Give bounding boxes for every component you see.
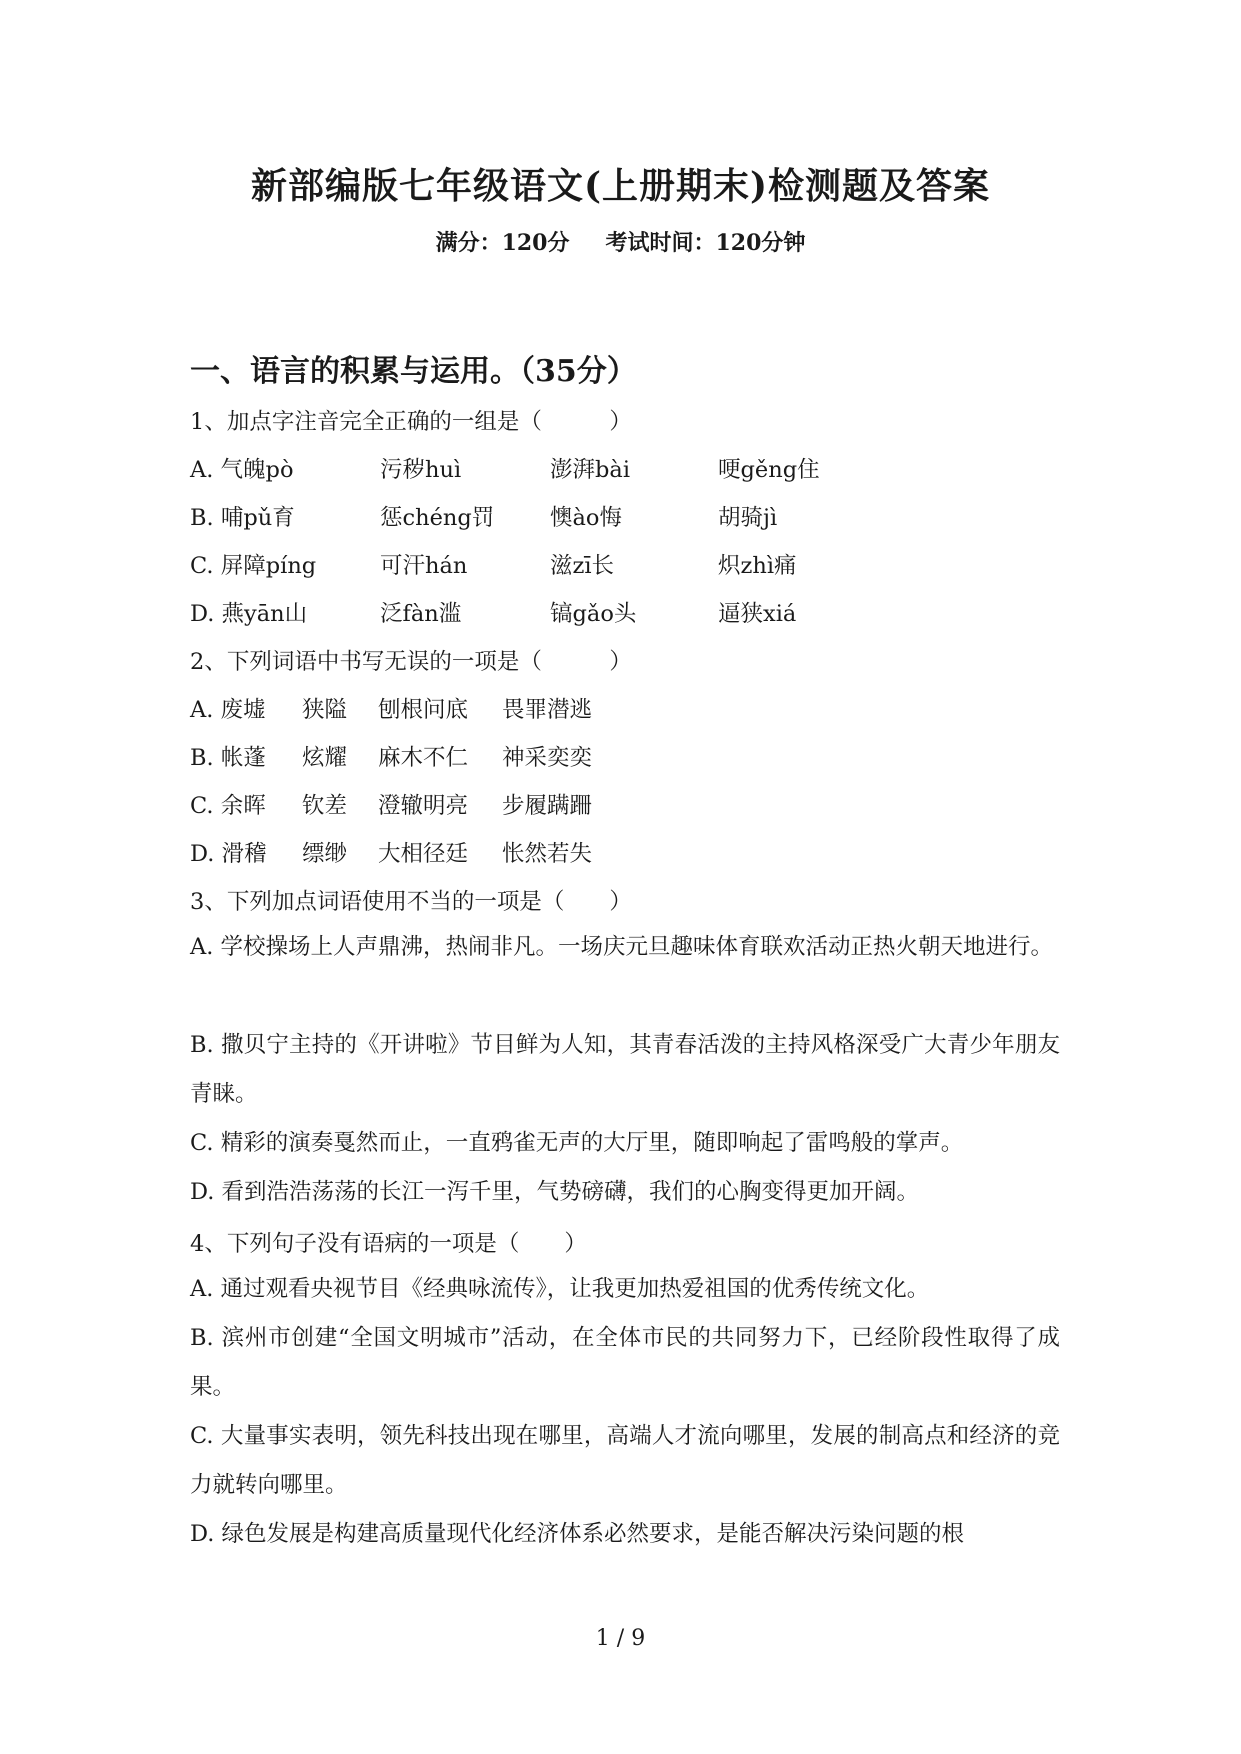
- question-4-option-a: A. 通过观看央视节目《经典咏流传》，让我更加热爱祖国的优秀传统文化。: [190, 1276, 930, 1302]
- page-number: 1 / 9: [595, 1626, 646, 1651]
- question-4-option-b: B. 滨州市创建“全国文明城市”活动，在全体市民的共同努力下，已经阶段性取得了成果。: [190, 1325, 1060, 1400]
- question-3-option-a: A. 学校操场上人声鼎沸，热闹非凡。一场庆元旦趣味体育联欢活动正热火朝天地进行。: [190, 934, 1054, 960]
- question-1-option-d: D. 燕yān山 泛fàn滥 镐gǎo头 逼狭xiá: [190, 601, 797, 627]
- question-3-option-d: D. 看到浩浩荡荡的长江一泻千里，气势磅礴，我们的心胸变得更加开阔。: [190, 1179, 920, 1205]
- question-4-stem: 4、下列句子没有语病的一项是（ ）: [190, 1231, 587, 1257]
- question-2-stem: 2、下列词语中书写无误的一项是（ ）: [190, 649, 632, 675]
- question-2-option-a: A. 废墟 狭隘 刨根问底 畏罪潜逃: [190, 697, 593, 723]
- question-3-option-b: B. 撒贝宁主持的《开讲啦》节目鲜为人知，其青春活泼的主持风格深受广大青少年朋友青睐。: [190, 1032, 1060, 1107]
- section-heading: 一、语言的积累与运用。（35分）: [190, 354, 637, 389]
- full-score: 满分：120分: [435, 230, 570, 256]
- question-3-option-c: C. 精彩的演奏戛然而止，一直鸦雀无声的大厅里，随即响起了雷鸣般的掌声。: [190, 1130, 964, 1156]
- question-4-option-d: D. 绿色发展是构建高质量现代化经济体系必然要求，是能否解决污染问题的根: [190, 1521, 965, 1547]
- question-2-option-c: C. 余晖 钦差 澄辙明亮 步履蹒跚: [190, 793, 593, 819]
- question-2-option-b: B. 帐蓬 炫耀 麻木不仁 神采奕奕: [190, 745, 593, 771]
- page-title: 新部编版七年级语文(上册期末)检测题及答案: [250, 165, 991, 207]
- question-2-option-d: D. 滑稽 缥缈 大相径廷 怅然若失: [190, 841, 593, 867]
- question-1-stem: 1、加点字注音完全正确的一组是（ ）: [190, 409, 632, 435]
- question-1-option-b: B. 哺pǔ育 惩chéng罚 懊ào悔 胡骑jì: [190, 505, 778, 531]
- question-1-option-c: C. 屏障píng 可汗hán 滋zī长 炽zhì痛: [190, 553, 797, 579]
- exam-info: [0, 226, 1241, 257]
- question-4-option-c: C. 大量事实表明，领先科技出现在哪里，高端人才流向哪里，发展的制高点和经济的竞力就转向哪里。: [190, 1423, 1060, 1498]
- question-3-stem: 3、下列加点词语使用不当的一项是（ ）: [190, 889, 632, 915]
- exam-time: 考试时间：120分钟: [605, 230, 806, 256]
- question-1-option-a: A. 气魄pò 污秽huì 澎湃bài 哽gěng住: [190, 457, 820, 483]
